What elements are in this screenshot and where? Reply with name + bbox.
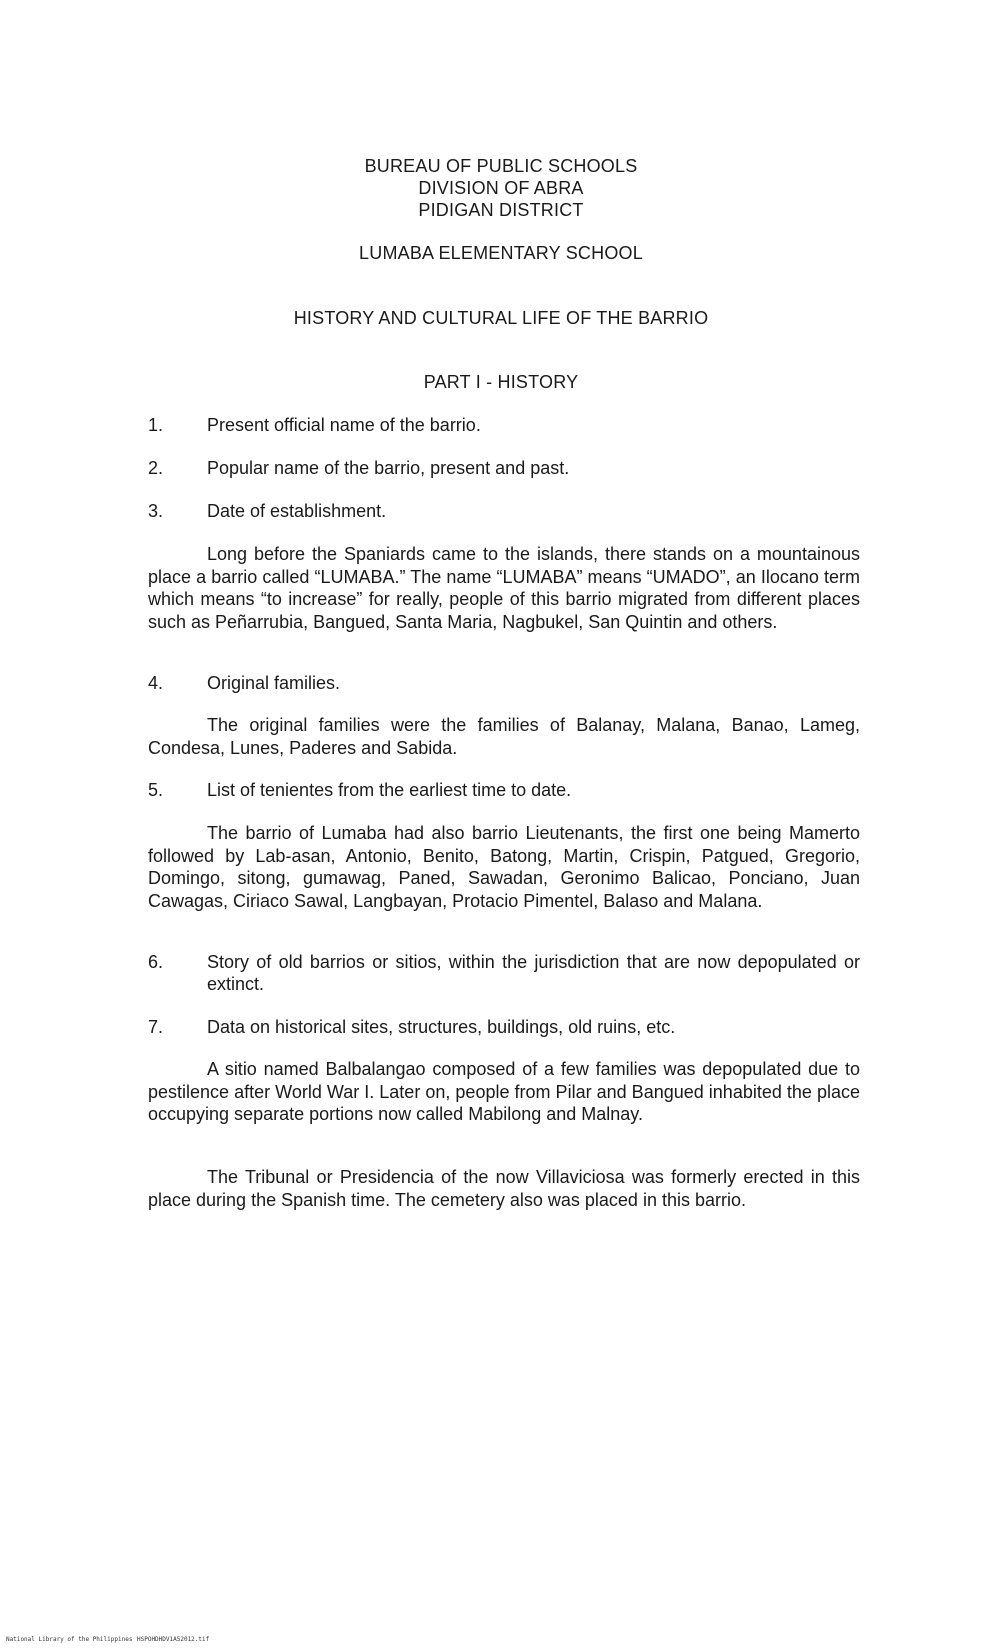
item-text: Data on historical sites, structures, buildings, old ruins, etc. [207,1017,676,1037]
item-text: List of tenientes from the earliest time to date. [207,780,572,800]
item-number: 4. [148,673,164,693]
question-item [148,672,860,694]
part-heading: PART I - HISTORY [423,372,579,392]
establishment-paragraph: Long before the Spaniards came to the islands, there stands on a mountainous place a barrio called “LUMABA.” The name “LUMABA” means “UMADO”, an Ilocano term which means “to increase” for really, people of this barrio migrated from different places such as Peñarrubia, Bangued, Santa Maria, Nagbukel, San Quintin and others. [148,544,860,632]
division-heading: DIVISION OF ABRA [418,178,584,198]
tenientes-paragraph: The barrio of Lumaba had also barrio Lieutenants, the first one being Mamerto followed by Lab-asan, Antonio, Benito, Batong, Martin, Crispin, Patgued, Gregorio, Domingo, sitong, gumawag, Paned, Sawadan, Geronimo Balicao, Ponciano, Juan Cawagas, Ciriaco Sawal, Langbayan, Protacio Pimentel, Balaso and Malana. [148,823,860,911]
school-heading: LUMABA ELEMENTARY SCHOOL [359,243,643,263]
item-number: 2. [148,458,164,478]
item-text: Date of establishment. [207,501,387,521]
question-item [148,457,860,479]
item-text: Story of old barrios or sitios, within the jurisdiction that are now depopulated or extinct. [207,952,860,994]
bureau-heading: BUREAU OF PUBLIC SCHOOLS [364,156,638,176]
item-text: Popular name of the barrio, present and past. [207,458,570,478]
question-item [148,1016,860,1038]
item-text: Present official name of the barrio. [207,415,481,435]
families-paragraph: The original families were the families of Balanay, Malana, Banao, Lameg, Condesa, Lunes, Paderes and Sabida. [148,715,860,758]
item-number: 7. [148,1017,164,1037]
item-text: Original families. [207,673,341,693]
item-number: 6. [148,952,164,972]
question-item [148,779,860,801]
district-heading: PIDIGAN DISTRICT [418,200,584,220]
question-item [148,414,860,436]
question-item [148,500,860,522]
item-number: 5. [148,780,164,800]
document-title: HISTORY AND CULTURAL LIFE OF THE BARRIO [293,308,709,328]
item-number: 1. [148,415,164,435]
item-number: 3. [148,501,164,521]
tribunal-paragraph: The Tribunal or Presidencia of the now Villaviciosa was formerly erected in this place during the Spanish time. The cemetery also was placed in this barrio. [148,1167,860,1210]
file-stamp: HSPOHDHDV1A52012.tif [137,1636,210,1643]
sitio-paragraph: A sitio named Balbalangao composed of a few families was depopulated due to pestilence after World War I. Later on, people from Pilar and Bangued inhabited the place occupying separate portions now called Mabilong and Malnay. [148,1059,860,1124]
question-item [148,951,860,995]
library-stamp: National Library of the Philippines [6,1636,133,1643]
